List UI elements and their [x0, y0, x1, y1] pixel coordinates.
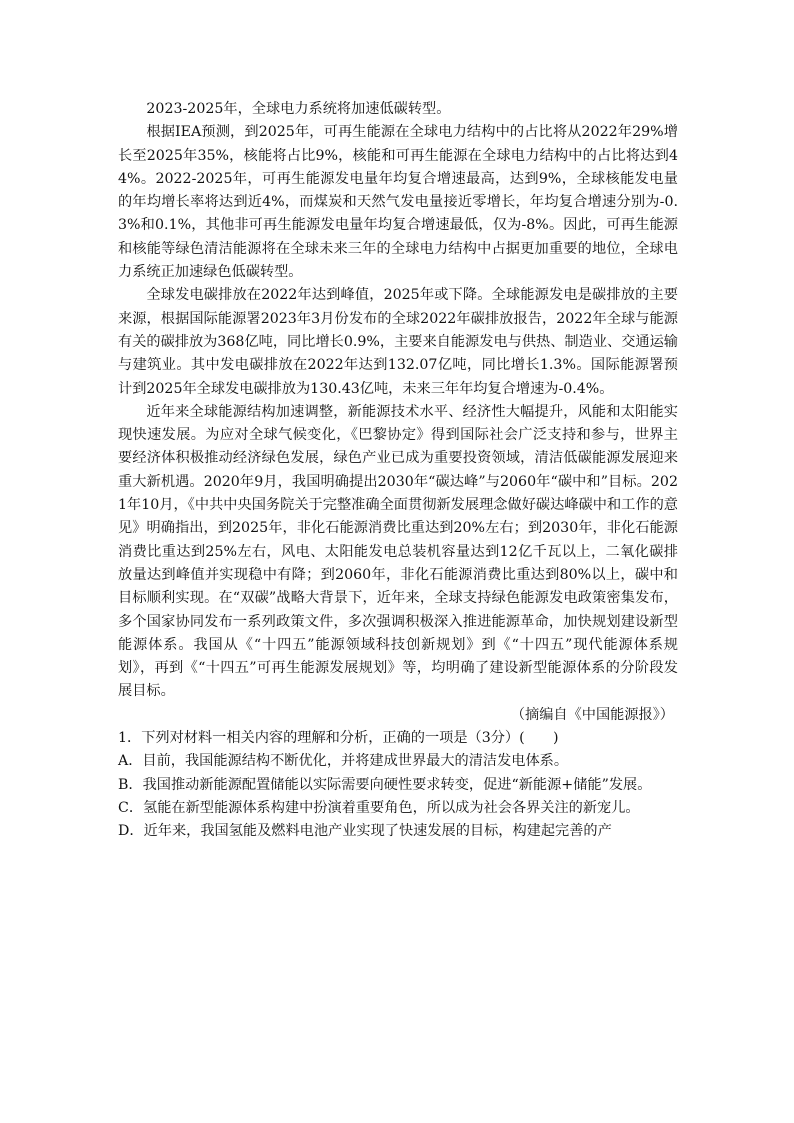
option-b: B．我国推动新能源配置储能以实际需要向硬性要求转变，促进“新能源+储能”发展。	[118, 776, 652, 793]
option-d: D．近年来，我国氢能及燃料电池产业实现了快速发展的目标，构建起完善的产	[118, 823, 612, 840]
source-citation: （摘编自《中国能源报》）	[510, 706, 674, 723]
document-page	[118, 98, 678, 844]
paragraph-energy-policy: 近年来全球能源结构加速调整，新能源技术水平、经济性大幅提升，风能和太阳能实现快速发展。为应对全球气候变化，《巴黎协定》得到国际社会广泛支持和参与，世界主要经济体积极推动经济绿色发展，绿色产业已成为重要投资领域，清洁低碳能源发展迎来重大新机遇。2020年9月，我国明确提出2030年“碳达峰”与2060年“碳中和”目标。2021年10月，《中共中央国务院关于完整准确全面贯彻新发展理念做好碳达峰碳中和工作的意见》明确指出，到2025年，非化石能源消费比重达到20%左右；到2030年，非化石能源消费比重达到25%左右，风电、太阳能发电总装机容量达到12亿千瓦以上，二氧化碳排放量达到峰值并实现稳中有降；到2060年，非化石能源消费比重达到80%以上，碳中和目标顺利实现。在“双碳”战略大背景下，近年来，全球支持绿色能源发电政策密集发布，多个国家协同发布一系列政策文件，多次强调积极深入推进能源革命，加快规划建设新型能源体系。我国从《“十四五”能源领域科技创新规划》到《“十四五”现代能源体系规划》，再到《“十四五”可再生能源发展规划》等，均明确了建设新型能源体系的分阶段发展目标。	[118, 403, 678, 700]
paragraph-intro: 2023-2025年，全球电力系统将加速低碳转型。	[146, 101, 451, 117]
option-a: A．目前，我国能源结构不断优化，并将建成世界最大的清洁发电体系。	[118, 753, 569, 770]
paragraph-carbon-emission: 全球发电碳排放在2022年达到峰值，2025年或下降。全球能源发电是碳排放的主要来源，根据国际能源署2023年3月份发布的全球2022年碳排放报告，2022年全球与能源有关的碳排放为368亿吨，同比增长0.9%，主要来自能源发电与供热、制造业、交通运输与建筑业。其中发电碳排放在2022年达到132.07亿吨，同比增长1.3%。国际能源署预计到2025年全球发电碳排放为130.43亿吨，未来三年年均复合增速为-0.4%。	[118, 287, 678, 397]
option-c: C．氢能在新型能源体系构建中扮演着重要角色，所以成为社会各界关注的新宠儿。	[118, 799, 640, 816]
question-stem: 1．下列对材料一相关内容的理解和分析，正确的一项是（3分）( )	[118, 730, 559, 747]
paragraph-iea-forecast: 根据IEA预测，到2025年，可再生能源在全球电力结构中的占比将从2022年29%增长至2025年35%，核能将占比9%，核能和可再生能源在全球电力结构中的占比将达到44%。2022-2025年，可再生能源发电量年均复合增速最高，达到9%，全球核能发电量的年均增长率将达到近4%，而煤炭和天然气发电量接近零增长，年均复合增速分别为-0.3%和0.1%，其他非可再生能源发电量年均复合增速最低，仅为-8%。因此，可再生能源和核能等绿色清洁能源将在全球未来三年的全球电力结构中占据更加重要的地位，全球电力系统正加速绿色低碳转型。	[118, 124, 678, 281]
